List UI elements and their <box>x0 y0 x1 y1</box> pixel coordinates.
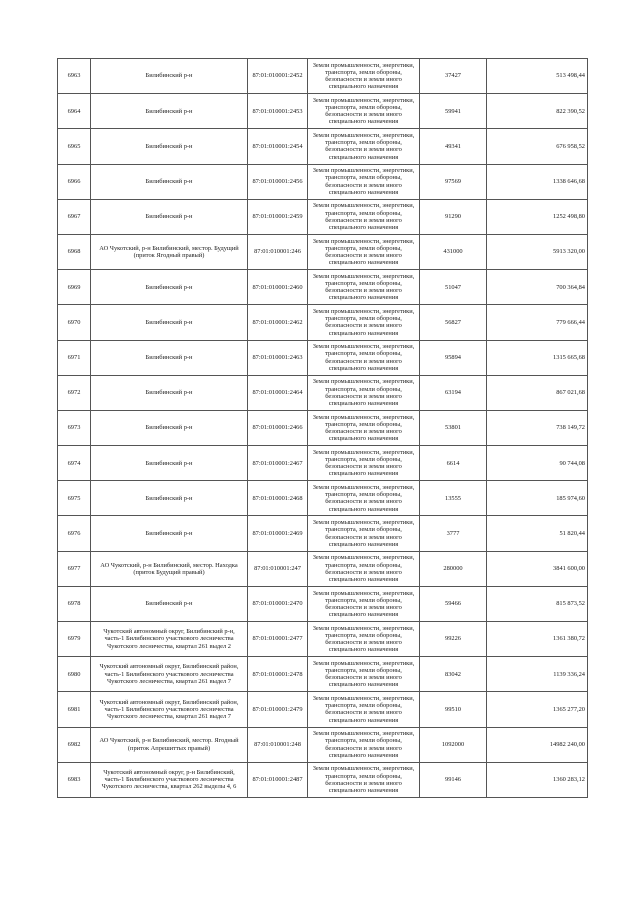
area-cell-text: 91290 <box>445 213 461 221</box>
cadastral-value-cell-text: 1139 336,24 <box>553 670 585 678</box>
cadastral-value-cell-text: 867 021,68 <box>556 389 585 397</box>
land-category-cell <box>308 762 420 797</box>
cadastral-number-cell-text: 87:01:010001:2454 <box>252 142 303 150</box>
area-cell-text: 63194 <box>445 389 461 397</box>
table-row <box>58 59 588 94</box>
table-row <box>58 164 588 199</box>
row-number-text: 6969 <box>67 283 81 291</box>
cadastral-number-cell <box>248 340 308 375</box>
cadastral-number-cell <box>248 94 308 129</box>
area-cell <box>420 129 487 164</box>
location-cell-text: АО Чукотский, р-н Билибинский, местор. Находка (приток Будущий правый) <box>100 561 238 576</box>
location-cell <box>91 727 248 762</box>
area-cell <box>420 586 487 621</box>
row-number <box>58 94 91 129</box>
location-cell-text: Билибинский р-н <box>145 600 193 608</box>
cadastral-value-cell-text: 1338 646,68 <box>553 178 585 186</box>
row-number <box>58 305 91 340</box>
land-category-cell-text: Земли промышленности, энергетики, транспорта, земли обороны, безопасности и земли иного специального назначения <box>312 167 415 196</box>
land-category-cell-text: Земли промышленности, энергетики, транспорта, земли обороны, безопасности и земли иного специального назначения <box>312 61 415 91</box>
row-number <box>58 199 91 234</box>
location-cell-text: Чукотский автономный округ, Билибинский р-н, часть-1 Билибинского участкового лесничества Чукотского лесничества, квартал 261 выдел 2 <box>103 628 235 650</box>
land-category-cell <box>308 199 420 234</box>
row-number <box>58 59 91 94</box>
land-category-cell-text: Земли промышленности, энергетики, транспорта, земли обороны, безопасности и земли иного специального назначения <box>312 378 415 407</box>
row-number-text: 6980 <box>67 670 81 678</box>
table-row <box>58 586 588 621</box>
row-number <box>58 375 91 410</box>
land-category-cell <box>308 410 420 445</box>
land-category-cell-text: Земли промышленности, энергетики, транспорта, земли обороны, безопасности и земли иного специального назначения <box>312 413 415 443</box>
table-row <box>58 657 588 692</box>
area-cell <box>420 199 487 234</box>
location-cell-text: Билибинский р-н <box>145 213 193 221</box>
area-cell-text: 97569 <box>445 178 461 186</box>
land-category-cell <box>308 94 420 129</box>
land-category-cell <box>308 551 420 586</box>
location-cell <box>91 481 248 516</box>
land-category-cell <box>308 234 420 269</box>
location-cell-text: Билибинский р-н <box>145 283 193 291</box>
cadastral-value-cell <box>487 270 588 305</box>
row-number-text: 6978 <box>67 600 81 608</box>
table-row <box>58 270 588 305</box>
area-cell-text: 99146 <box>445 776 461 784</box>
row-number <box>58 481 91 516</box>
row-number-text: 6971 <box>67 353 81 361</box>
cadastral-number-cell <box>248 622 308 657</box>
location-cell-text: Билибинский р-н <box>145 178 193 186</box>
land-category-cell-text: Земли промышленности, энергетики, транспорта, земли обороны, безопасности и земли иного специального назначения <box>312 483 415 513</box>
row-number-text: 6983 <box>67 776 81 784</box>
location-cell-text: Билибинский р-н <box>145 72 193 80</box>
cadastral-number-cell-text: 87:01:010001:247 <box>254 565 301 573</box>
land-category-cell <box>308 340 420 375</box>
row-number-text: 6981 <box>67 705 81 713</box>
cadastral-value-cell <box>487 692 588 727</box>
cadastral-value-cell <box>487 234 588 269</box>
cadastral-number-cell-text: 87:01:010001:2460 <box>252 283 303 291</box>
area-cell <box>420 551 487 586</box>
table-row <box>58 622 588 657</box>
land-category-cell <box>308 129 420 164</box>
cadastral-number-cell-text: 87:01:010001:2459 <box>252 213 303 221</box>
row-number <box>58 270 91 305</box>
location-cell-text: АО Чукотский, р-н Билибинский, местор. Будущий (приток Ягодный правый) <box>99 244 239 260</box>
land-category-cell-text: Земли промышленности, энергетики, транспорта, земли обороны, безопасности и земли иного специального назначения <box>312 554 415 583</box>
area-cell <box>420 410 487 445</box>
cadastral-value-cell-text: 1360 283,12 <box>553 776 585 784</box>
cadastral-number-cell-text: 87:01:010001:2466 <box>252 424 303 432</box>
row-number-text: 6965 <box>67 142 81 150</box>
area-cell <box>420 305 487 340</box>
land-category-cell <box>308 164 420 199</box>
cadastral-value-cell-text: 1315 665,68 <box>553 353 585 361</box>
cadastral-value-cell-text: 1361 380,72 <box>553 635 585 643</box>
area-cell <box>420 622 487 657</box>
cadastral-number-cell-text: 87:01:010001:2463 <box>252 353 303 361</box>
location-cell-text: Чукотский автономный округ, Билибинский район, часть-1 Билибинского участкового лесничества Чукотского лесничества, квартал 261 выдел 7 <box>99 698 239 721</box>
area-cell-text: 99510 <box>445 705 461 713</box>
area-cell <box>420 516 487 551</box>
table-row <box>58 94 588 129</box>
location-cell-text: Билибинский р-н <box>145 353 193 361</box>
row-number <box>58 762 91 797</box>
location-cell <box>91 129 248 164</box>
land-category-cell <box>308 622 420 657</box>
area-cell-text: 280000 <box>443 565 463 573</box>
land-category-cell-text: Земли промышленности, энергетики, транспорта, земли обороны, безопасности и земли иного специального назначения <box>312 448 415 478</box>
cadastral-number-cell <box>248 586 308 621</box>
cadastral-value-cell-text: 3841 600,00 <box>553 565 585 573</box>
land-category-cell-text: Земли промышленности, энергетики, транспорта, земли обороны, безопасности и земли иного специального назначения <box>312 237 415 267</box>
cadastral-number-cell <box>248 762 308 797</box>
cadastral-number-cell <box>248 727 308 762</box>
area-cell <box>420 375 487 410</box>
cadastral-value-cell-text: 815 873,52 <box>556 600 585 608</box>
cadastral-number-cell <box>248 410 308 445</box>
land-category-cell-text: Земли промышленности, энергетики, транспорта, земли обороны, безопасности и земли иного специального назначения <box>312 589 415 619</box>
area-cell-text: 59466 <box>445 600 461 608</box>
location-cell <box>91 199 248 234</box>
table-row <box>58 199 588 234</box>
cadastral-number-cell-text: 87:01:010001:2452 <box>252 72 303 80</box>
location-cell <box>91 622 248 657</box>
row-number-text: 6975 <box>67 494 81 502</box>
location-cell <box>91 164 248 199</box>
land-category-cell-text: Земли промышленности, энергетики, транспорта, земли обороны, безопасности и земли иного специального назначения <box>312 308 415 337</box>
area-cell-text: 3777 <box>446 529 460 537</box>
location-cell <box>91 551 248 586</box>
cadastral-value-cell-text: 738 149,72 <box>556 424 585 432</box>
table-body <box>58 59 588 798</box>
land-category-cell <box>308 516 420 551</box>
cadastral-value-cell <box>487 59 588 94</box>
land-category-cell-text: Земли промышленности, энергетики, транспорта, земли обороны, безопасности и земли иного специального назначения <box>312 659 415 689</box>
land-category-cell <box>308 692 420 727</box>
location-cell <box>91 657 248 692</box>
row-number <box>58 340 91 375</box>
cadastral-number-cell-text: 87:01:010001:2453 <box>252 107 303 115</box>
location-cell <box>91 410 248 445</box>
cadastral-number-cell <box>248 199 308 234</box>
table-row <box>58 446 588 481</box>
cadastral-number-cell-text: 87:01:010001:2487 <box>252 776 303 784</box>
area-cell-text: 49341 <box>445 142 461 150</box>
row-number <box>58 657 91 692</box>
cadastral-number-cell-text: 87:01:010001:2477 <box>252 635 303 643</box>
area-cell <box>420 657 487 692</box>
location-cell <box>91 59 248 94</box>
row-number <box>58 551 91 586</box>
location-cell <box>91 762 248 797</box>
location-cell <box>91 586 248 621</box>
location-cell <box>91 340 248 375</box>
location-cell-text: Чукотский автономный округ, Билибинский район, часть-1 Билибинского участкового лесничества Чукотского лесничества, квартал 261 выдел 7 <box>99 663 239 685</box>
location-cell-text: Билибинский р-н <box>145 107 193 115</box>
cadastral-number-cell-text: 87:01:010001:2464 <box>252 389 303 397</box>
table-row <box>58 727 588 762</box>
cadastral-number-cell-text: 87:01:010001:246 <box>254 248 301 256</box>
table-row <box>58 129 588 164</box>
row-number <box>58 446 91 481</box>
area-cell-text: 51047 <box>445 283 461 291</box>
table-row <box>58 234 588 269</box>
land-category-cell <box>308 657 420 692</box>
cadastral-number-cell-text: 87:01:010001:2462 <box>252 318 303 326</box>
row-number-text: 6970 <box>67 318 81 326</box>
cadastral-value-cell-text: 1252 498,80 <box>553 213 585 221</box>
cadastral-number-cell <box>248 59 308 94</box>
cadastral-number-cell-text: 87:01:010001:2478 <box>252 670 303 678</box>
land-category-cell-text: Земли промышленности, энергетики, транспорта, земли обороны, безопасности и земли иного специального назначения <box>312 272 415 302</box>
cadastral-number-cell-text: 87:01:010001:2469 <box>252 529 303 537</box>
cadastral-value-cell <box>487 551 588 586</box>
row-number-text: 6963 <box>67 72 81 80</box>
cadastral-value-cell-text: 779 666,44 <box>556 318 585 326</box>
table-row <box>58 516 588 551</box>
row-number-text: 6979 <box>67 635 81 643</box>
row-number-text: 6977 <box>67 565 81 573</box>
cadastral-value-cell <box>487 340 588 375</box>
area-cell <box>420 692 487 727</box>
land-category-cell-text: Земли промышленности, энергетики, транспорта, земли обороны, безопасности и земли иного специального назначения <box>312 343 415 372</box>
area-cell-text: 83042 <box>445 670 461 678</box>
cadastral-value-cell-text: 185 974,60 <box>556 494 585 502</box>
land-category-cell <box>308 727 420 762</box>
row-number-text: 6976 <box>67 529 81 537</box>
location-cell <box>91 446 248 481</box>
area-cell-text: 53801 <box>445 424 461 432</box>
row-number-text: 6967 <box>67 213 81 221</box>
location-cell-text: Билибинский р-н <box>145 494 193 502</box>
area-cell-text: 95894 <box>445 353 461 361</box>
cadastral-number-cell-text: 87:01:010001:2470 <box>252 600 303 608</box>
location-cell-text: Чукотский автономный округ, р-н Билибинский, часть-1 Билибинского участкового лесничества Чукотского лесничества, квартал 262 выделы 4, 6 <box>101 769 237 791</box>
cadastral-value-cell <box>487 305 588 340</box>
cadastral-number-cell <box>248 692 308 727</box>
row-number-text: 6968 <box>67 248 81 256</box>
cadastral-value-cell <box>487 94 588 129</box>
area-cell-text: 1092000 <box>441 741 465 749</box>
row-number <box>58 129 91 164</box>
cadastral-number-cell <box>248 657 308 692</box>
location-cell <box>91 234 248 269</box>
area-cell-text: 59941 <box>445 107 461 115</box>
cadastral-number-cell-text: 87:01:010001:2456 <box>252 178 303 186</box>
cadastral-number-cell-text: 87:01:010001:2468 <box>252 494 303 502</box>
row-number-text: 6966 <box>67 178 81 186</box>
location-cell-text: Билибинский р-н <box>145 424 193 432</box>
cadastral-number-cell-text: 87:01:010001:248 <box>254 741 301 749</box>
land-category-cell <box>308 446 420 481</box>
table-row <box>58 551 588 586</box>
table-row <box>58 410 588 445</box>
cadastral-number-cell <box>248 234 308 269</box>
land-category-cell <box>308 375 420 410</box>
cadastral-value-cell <box>487 164 588 199</box>
cadastral-value-cell-text: 90 744,08 <box>559 459 585 467</box>
cadastral-number-cell-text: 87:01:010001:2479 <box>252 705 303 713</box>
land-category-cell-text: Земли промышленности, энергетики, транспорта, земли обороны, безопасности и земли иного специального назначения <box>312 519 415 548</box>
area-cell <box>420 340 487 375</box>
location-cell-text: Билибинский р-н <box>145 459 193 467</box>
cadastral-number-cell <box>248 270 308 305</box>
cadastral-number-cell <box>248 516 308 551</box>
cadastral-number-cell-text: 87:01:010001:2467 <box>252 459 303 467</box>
location-cell-text: Билибинский р-н <box>145 318 193 326</box>
land-category-cell-text: Земли промышленности, энергетики, транспорта, земли обороны, безопасности и земли иного специального назначения <box>312 202 415 232</box>
cadastral-number-cell <box>248 129 308 164</box>
cadastral-value-cell <box>487 129 588 164</box>
cadastral-value-cell <box>487 375 588 410</box>
area-cell <box>420 164 487 199</box>
land-category-cell-text: Земли промышленности, энергетики, транспорта, земли обороны, безопасности и земли иного специального назначения <box>312 132 415 161</box>
cadastral-value-cell-text: 51 820,44 <box>559 529 585 537</box>
row-number-text: 6982 <box>67 741 81 749</box>
row-number <box>58 164 91 199</box>
cadastral-value-cell <box>487 410 588 445</box>
table-row <box>58 481 588 516</box>
row-number <box>58 234 91 269</box>
cadastral-number-cell <box>248 481 308 516</box>
land-category-cell <box>308 59 420 94</box>
row-number-text: 6972 <box>67 389 81 397</box>
land-category-cell-text: Земли промышленности, энергетики, транспорта, земли обороны, безопасности и земли иного специального назначения <box>312 765 415 795</box>
row-number-text: 6973 <box>67 424 81 432</box>
land-category-cell <box>308 481 420 516</box>
area-cell-text: 6614 <box>446 459 460 467</box>
location-cell <box>91 305 248 340</box>
land-category-cell-text: Земли промышленности, энергетики, транспорта, земли обороны, безопасности и земли иного специального назначения <box>312 96 415 126</box>
cadastral-value-cell <box>487 657 588 692</box>
table-row <box>58 340 588 375</box>
table-row <box>58 762 588 797</box>
cadastral-value-cell-text: 822 390,52 <box>556 107 585 115</box>
row-number <box>58 622 91 657</box>
area-cell <box>420 762 487 797</box>
table-row <box>58 305 588 340</box>
area-cell <box>420 446 487 481</box>
cadastral-number-cell <box>248 446 308 481</box>
area-cell-text: 431000 <box>443 248 463 256</box>
location-cell <box>91 270 248 305</box>
area-cell <box>420 234 487 269</box>
cadastral-number-cell <box>248 164 308 199</box>
area-cell <box>420 727 487 762</box>
row-number <box>58 586 91 621</box>
table-row <box>58 692 588 727</box>
cadastral-number-cell <box>248 551 308 586</box>
area-cell <box>420 270 487 305</box>
row-number <box>58 692 91 727</box>
area-cell-text: 13555 <box>445 494 461 502</box>
land-category-cell-text: Земли промышленности, энергетики, транспорта, земли обороны, безопасности и земли иного специального назначения <box>312 730 415 759</box>
area-cell-text: 99226 <box>445 635 461 643</box>
cadastral-value-cell <box>487 727 588 762</box>
area-cell <box>420 481 487 516</box>
location-cell <box>91 94 248 129</box>
land-category-cell-text: Земли промышленности, энергетики, транспорта, земли обороны, безопасности и земли иного специального назначения <box>312 624 415 654</box>
row-number <box>58 516 91 551</box>
cadastral-value-cell-text: 676 958,52 <box>556 142 585 150</box>
row-number <box>58 410 91 445</box>
cadastral-number-cell <box>248 305 308 340</box>
cadastral-value-cell <box>487 481 588 516</box>
location-cell-text: АО Чукотский, р-н Билибинский, местор. Ягодный (приток Апрешиттых правый) <box>99 737 239 752</box>
cadastral-value-cell <box>487 446 588 481</box>
location-cell <box>91 516 248 551</box>
land-category-cell <box>308 270 420 305</box>
area-cell-text: 37427 <box>445 72 461 80</box>
cadastral-value-cell-text: 14982 240,00 <box>549 741 585 749</box>
cadastral-value-cell-text: 513 498,44 <box>556 72 585 80</box>
location-cell-text: Билибинский р-н <box>145 389 193 397</box>
location-cell <box>91 692 248 727</box>
area-cell <box>420 59 487 94</box>
cadastral-value-cell <box>487 586 588 621</box>
location-cell <box>91 375 248 410</box>
cadastral-value-cell-text: 700 364,84 <box>556 283 585 291</box>
cadastral-number-cell <box>248 375 308 410</box>
location-cell-text: Билибинский р-н <box>145 142 193 150</box>
cadastral-value-cell <box>487 516 588 551</box>
cadastral-value-cell <box>487 622 588 657</box>
land-registry-table <box>57 58 588 798</box>
area-cell-text: 56827 <box>445 318 461 326</box>
row-number <box>58 727 91 762</box>
row-number-text: 6974 <box>67 459 81 467</box>
land-category-cell-text: Земли промышленности, энергетики, транспорта, земли обороны, безопасности и земли иного специального назначения <box>312 695 415 724</box>
land-category-cell <box>308 305 420 340</box>
area-cell <box>420 94 487 129</box>
cadastral-value-cell-text: 1365 277,20 <box>553 705 585 713</box>
cadastral-value-cell <box>487 199 588 234</box>
land-category-cell <box>308 586 420 621</box>
location-cell-text: Билибинский р-н <box>145 529 193 537</box>
cadastral-value-cell <box>487 762 588 797</box>
cadastral-value-cell-text: 5913 320,00 <box>553 248 585 256</box>
table-row <box>58 375 588 410</box>
row-number-text: 6964 <box>67 107 81 115</box>
